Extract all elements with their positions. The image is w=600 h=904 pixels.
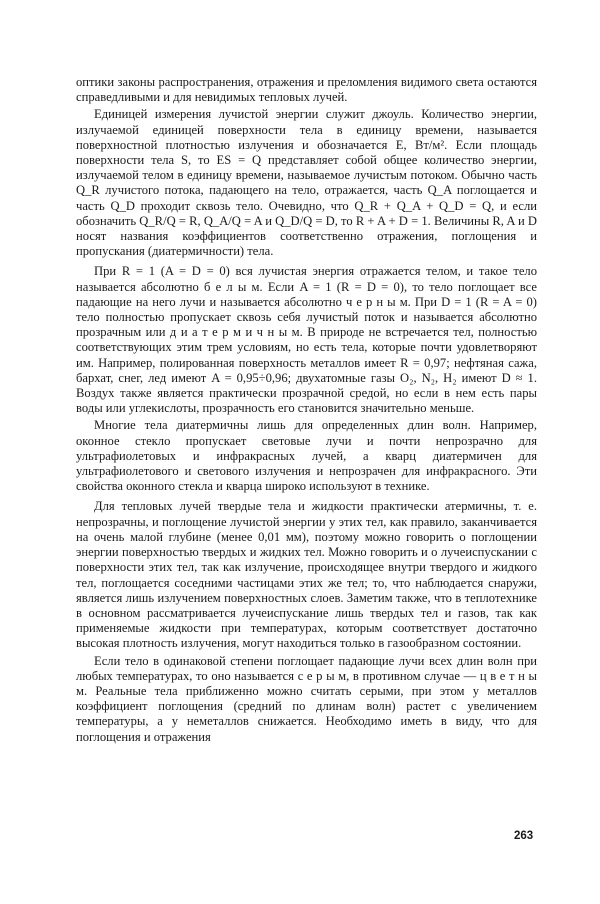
paragraph-3: При R = 1 (A = D = 0) вся лучистая энергия отражается телом, и такое тело называется абсолютно б е л ы м. Если A = 1 (R = D = 0), то тело поглощает все падающие на него лучи и называется абсолютно ч е р н ы м. При D = 1 (R = A = 0) тело полностью пропускает сквозь себя лучистый поток и называется абсолютно прозрачным или д и а т е р м и ч н ы м. В природе не встречается тел, полностью соответствующих этим трем условиям, но есть тела, которые почти удовлетворяют им. Например, полированная поверхность металлов имеет R = 0,97; нефтяная сажа, бархат, снег, лед имеют A = 0,95÷0,96; двухатомные газы O₂, N₂, H₂ имеют D ≈ 1. Воздух также является практически прозрачной средой, но если в нем есть пары воды или углекислоты, прозрачность его становится значительно меньше.: [76, 264, 537, 416]
body-text: [76, 75, 537, 745]
paragraph-1: оптики законы распространения, отражения и преломления видимого света остаются справедливыми и для невидимых тепловых лучей.: [76, 75, 537, 105]
paragraph-4: Многие тела диатермичны лишь для определенных длин волн. Например, оконное стекло пропускает световые лучи и почти непрозрачно для ультрафиолетовых и инфракрасных лучей, а кварц диатермичен для ультрафиолетового и светового излучения и непрозрачен для инфракрасного. Эти свойства оконного стекла и кварца широко используют в технике.: [76, 418, 537, 494]
paragraph-5: Для тепловых лучей твердые тела и жидкости практически атермичны, т. е. непрозрачны, и поглощение лучистой энергии у этих тел, как правило, заканчивается на очень малой глубине (менее 0,01 мм), поэтому можно говорить о поглощении энергии поверхностью твердых и жидких тел. Можно говорить и о лучеиспускании с поверхности этих тел, так как излучение, происходящее внутри твердого и жидкого тел, поглощается соседними частицами этих же тел; то, что наблюдается снаружи, является лишь излучением поверхностных слоев. Заметим также, что в теплотехнике в основном рассматривается лучеиспускание лишь твердых тел и газов, так как применяемые жидкости при температурах, которым соответствует достаточно высокая плотность излучения, могут находиться только в газообразном состоянии.: [76, 499, 537, 651]
page-number: 263: [514, 830, 534, 842]
paragraph-6: Если тело в одинаковой степени поглощает падающие лучи всех длин волн при любых температурах, то оно называется с е р ы м, в противном случае — ц в е т н ы м. Реальные тела приближенно можно считать серыми, при этом у металлов коэффициент поглощения (средний по длинам волн) растет с увеличением температуры, а у неметаллов снижается. Необходимо иметь в виду, что для поглощения и отражения: [76, 653, 537, 744]
paragraph-2: Единицей измерения лучистой энергии служит джоуль. Количество энергии, излучаемой единицей поверхности тела в единицу времени, называется поверхностной плотностью излучения и обозначается E, Вт/м². Если площадь поверхности тела S, то ES = Q представляет собой общее количество энергии, излучаемой телом в единицу времени, называемое лучистым потоком. Обычно часть Q_R лучистого потока, падающего на тело, отражается, часть Q_A поглощается и часть Q_D проходит сквозь тело. Очевидно, что Q_R + Q_A + Q_D = Q, и если обозначить Q_R/Q = R, Q_A/Q = A и Q_D/Q = D, то R + A + D = 1. Величины R, A и D носят названия коэффициентов соответственно отражения, поглощения и пропускания (диатермичности) тела.: [76, 107, 537, 259]
